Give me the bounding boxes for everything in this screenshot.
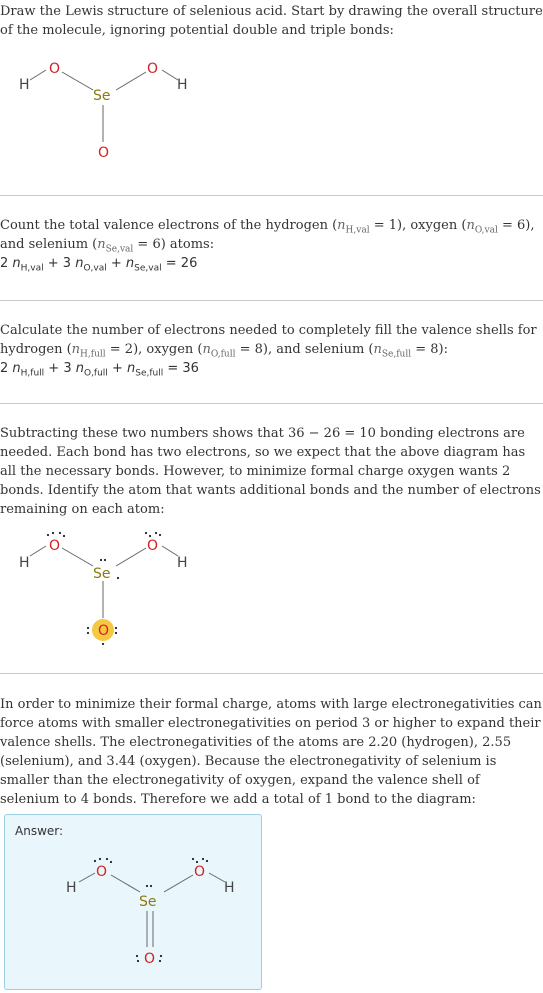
step1-text: Draw the Lewis structure of selenious acid. Start by drawing the overall structure of the molecule, ignoring potential double and triple bonds:	[0, 4, 543, 38]
atom-o-bottom: O	[98, 623, 110, 639]
step2-equation: 2 $n_{H,val} + 3$ $n_{O,val} + n_{Se,val} = 26$	[0, 256, 198, 274]
atom-h-right: H	[177, 555, 188, 571]
step4-text: Subtracting these two numbers shows that 36 − 26 = 10 bonding electrons are needed. Each bond has two electrons, so we expect that the above diagram has all the necessary bonds. However, to minimize formal charge oxygen wants 2 bonds. Identify the atom that wants additional bonds and the number of electrons remaining on each atom:	[0, 426, 541, 517]
step4-section	[0, 424, 543, 519]
atom-h-right: H	[177, 77, 188, 93]
atom-h-right: H	[224, 880, 235, 896]
atom-o-left: O	[49, 61, 61, 77]
step3-equation: 2 $n_{H,full} + 3$ $n_{O,full} + n_{Se,full} = 36$	[0, 361, 199, 379]
structure-diagram-1	[0, 52, 543, 172]
atom-se: Se	[93, 88, 111, 104]
step2-section	[0, 216, 543, 273]
divider-1	[0, 195, 543, 196]
divider-2	[0, 300, 543, 301]
step5-text: In order to minimize their formal charge, atoms with large electronegativities can force atoms with smaller electronegativities on period 3 or higher to expand their valence shells. The electronegativities of the atoms are 2.20 (hydrogen), 2.55 (selenium), and 3.44 (oxygen). Because the electronegativity of selenium is smaller than the electronegativity of oxygen, expand the valence shell of selenium to 4 bonds. Therefore we add a total of 1 bond to the diagram:	[0, 697, 542, 807]
atom-o-bottom: O	[98, 145, 110, 161]
atom-o-right: O	[147, 61, 159, 77]
atom-h-left: H	[19, 555, 30, 571]
step2-text: Count the total valence electrons of the hydrogen $(n_{H,val} = 1)$, oxygen $(n_{O,val} = 6)$, and selenium $(n_{Se,val} = 6)$ atoms:	[0, 218, 535, 255]
step1-section	[0, 2, 543, 40]
atom-h-left: H	[66, 880, 77, 896]
step3-text: Calculate the number of electrons needed to completely fill the valence shells for hydrogen $(n_{H,full} = 2)$, oxygen $(n_{O,full} = 8)$, and selenium $(n_{Se,full} = 8)$:	[0, 323, 537, 360]
step5-section	[0, 695, 543, 809]
atom-o-left: O	[49, 538, 61, 554]
structure-diagram-2	[0, 528, 543, 658]
divider-3	[0, 403, 543, 404]
atom-se: Se	[93, 566, 111, 582]
atom-o-left: O	[96, 864, 108, 880]
step3-section	[0, 321, 543, 378]
atom-o-right: O	[194, 864, 206, 880]
answer-diagram	[5, 815, 261, 989]
atom-o-right: O	[147, 538, 159, 554]
atom-o-bottom: O	[144, 951, 156, 967]
answer-label: Answer:	[15, 824, 64, 838]
divider-4	[0, 673, 543, 674]
atom-se: Se	[139, 894, 157, 910]
atom-h-left: H	[19, 77, 30, 93]
answer-box	[4, 814, 262, 990]
